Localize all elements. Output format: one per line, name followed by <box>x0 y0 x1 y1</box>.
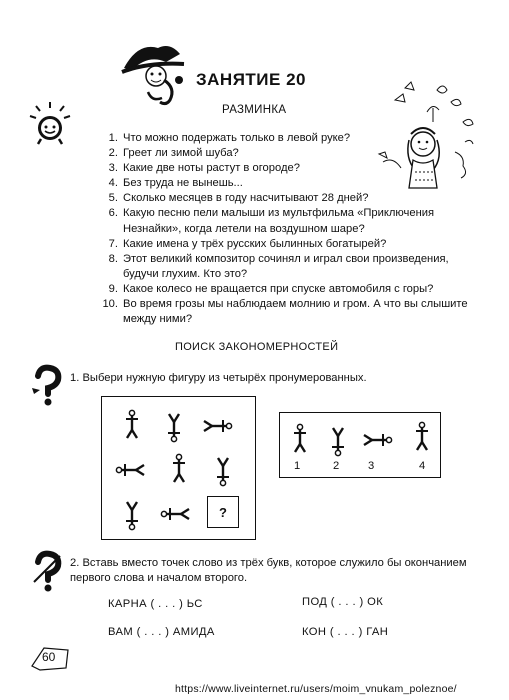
grid-figure-2-icon <box>168 414 180 442</box>
question-bird-icon <box>30 366 64 406</box>
source-url-footer: https://www.liveinternet.ru/users/moim_vnukam_poleznoe/ <box>175 683 457 695</box>
page-number: 60 <box>42 650 56 664</box>
task-2-text: 2. Вставь вместо точек слово из трёх букв, которое служило бы окончанием первого слова и началом второго. <box>70 557 467 584</box>
lesson-title: ЗАНЯТИЕ 20 <box>196 70 306 89</box>
word-puzzle-2: ПОД ( . . . ) ОК <box>302 596 384 608</box>
options-drawings <box>279 412 441 478</box>
grid-figure-7-icon <box>126 502 138 530</box>
question-mark: ? <box>219 504 227 520</box>
list-item: 1. Что можно подержать только в левой руке? <box>108 132 351 144</box>
option-figure-2-icon <box>332 428 344 456</box>
lesson-subtitle: РАЗМИНКА <box>222 104 287 116</box>
list-item: 7. Какие имена у трёх русских былинных богатырей? <box>108 237 387 250</box>
list-item: 6. Какую песню пели малыши из мультфильма «Приключения Незнайки», когда летели на воздушном шаре? <box>108 207 435 235</box>
option-label-4: 4 <box>419 460 426 472</box>
list-item: 3. Какие две ноты растут в огороде? <box>108 162 300 175</box>
warmup-question-list <box>100 131 480 327</box>
task-1-text: 1. Выбери нужную фигуру из четырёх пронумерованных. <box>70 372 367 384</box>
grid-figure-5-icon <box>173 454 185 482</box>
list-item: 9. Какое колесо не вращается при спуске автомобиля с горы? <box>108 282 434 295</box>
option-figure-3-icon <box>364 434 392 446</box>
question-cell <box>207 496 239 528</box>
list-item: 5. Сколько месяцев в году насчитывают 28 дней? <box>108 192 369 205</box>
word-puzzle-1: КАРНА ( . . . ) ЬС <box>108 598 203 610</box>
list-item: 2. Греет ли зимой шуба? <box>108 147 239 160</box>
patterns-heading: ПОИСК ЗАКОНОМЕРНОСТЕЙ <box>175 341 339 353</box>
alarm-clock-icon <box>30 102 70 147</box>
option-figure-1-icon <box>294 424 306 452</box>
grid-figure-8-icon <box>161 508 189 520</box>
option-figure-4-icon <box>416 422 428 450</box>
list-item: 10. Во время грозы мы наблюдаем молнию и гром. А что вы слышите между ними? <box>102 298 468 326</box>
option-label-1: 1 <box>294 460 301 472</box>
grid-figure-6-icon <box>217 458 229 486</box>
list-item: 8. Этот великий композитор сочинял и играл свои произведения, будучи глухим. Кто это? <box>108 252 449 280</box>
option-label-3: 3 <box>368 460 375 472</box>
grid-figure-1-icon <box>126 410 138 438</box>
witch-illustration-icon <box>118 40 198 110</box>
list-item: 4. Без труда не вынешь... <box>108 177 243 190</box>
option-label-2: 2 <box>333 460 340 472</box>
grid-figure-3-icon <box>204 420 232 432</box>
question-pencil-icon <box>30 552 66 592</box>
word-puzzle-3: ВАМ ( . . . ) АМИДА <box>108 626 215 638</box>
word-puzzle-4: КОН ( . . . ) ГАН <box>302 626 389 638</box>
grid-figure-4-icon <box>116 464 144 476</box>
